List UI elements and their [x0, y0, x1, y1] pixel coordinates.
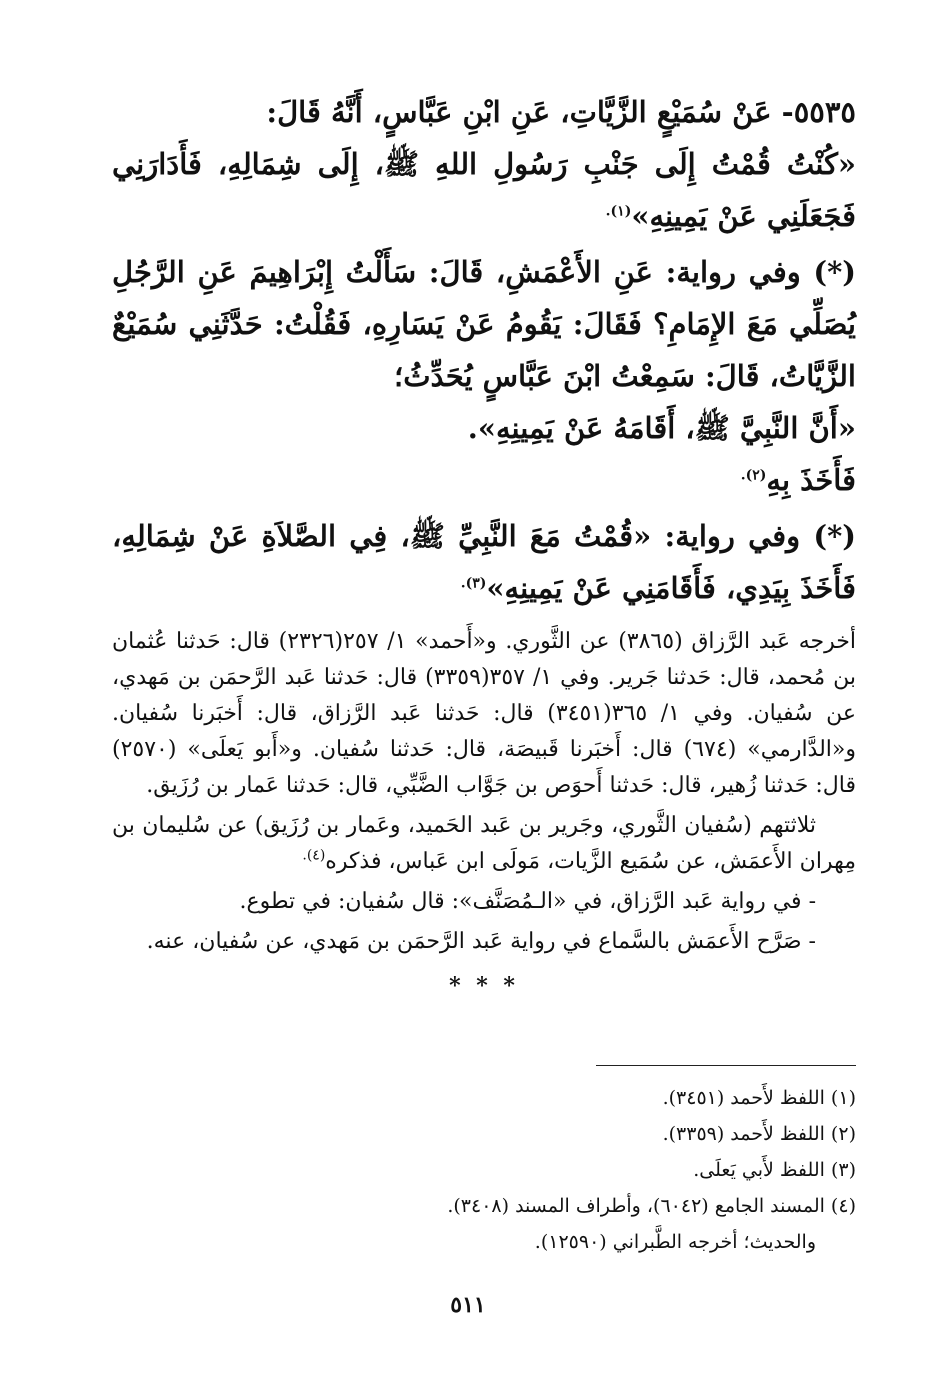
hadith-intro: ٥٥٣٥- عَنْ سُمَيْعٍ الزَّيَّاتِ، عَنِ ابْنِ عَبَّاسٍ، أَنَّهُ قَالَ: — [266, 95, 856, 129]
footnote-4-continuation: والحديث؛ أخرجه الطَّبراني (١٢٥٩٠). — [534, 1231, 816, 1253]
narration-1-text: (*) وفي رواية: عَنِ الأَعْمَشِ، قَالَ: سَأَلْتُ إِبْرَاهِيمَ عَنِ الرَّجُلِ يُصَلِّي مَعَ الإِمَامِ؟ فَقَالَ: يَقُومُ عَنْ يَسَارِهِ، فَقُلْتُ: حَدَّثَنِي سُمَيْعٌ الزَّيَّاتُ، قَالَ: سَمِعْتُ ابْنَ عَبَّاسٍ يُحَدِّثُ؛ — [112, 255, 856, 393]
takhrij-note-1: - في رواية عَبد الرَّزاق، في «الـمُصَنَّف»: قال سُفيان: في تطوع. — [239, 889, 816, 914]
takhrij-paragraph-2 — [112, 808, 856, 880]
footnote-ref-3: (٣). — [460, 575, 487, 592]
narration-2-text: (*) وفي رواية: «قُمْتُ مَعَ النَّبِيِّ ﷺ، فِي الصَّلاَةِ عَنْ شِمَالِهِ، فَأَخَذَ بِيَدِي، فَأَقَامَنِي عَنْ يَمِينِهِ» — [112, 519, 856, 605]
hadith-quote — [112, 138, 856, 242]
footnote-4: (٤) المسند الجامع (٦٠٤٢)، وأطراف المسند (٣٤٠٨). — [447, 1195, 856, 1217]
narration-1-tail-text: فَأَخَذَ بِهِ — [766, 463, 856, 497]
footnote-ref-2: (٢). — [740, 467, 767, 484]
footnotes — [112, 1080, 856, 1260]
section-separator-stars: * * * — [449, 973, 519, 999]
footnote-2: (٢) اللفظ لأَحمد (٣٣٥٩). — [662, 1123, 856, 1145]
footnote-divider — [596, 1065, 856, 1066]
footnote-ref-4: (٤). — [302, 847, 326, 864]
takhrij-note-2: - صَرَّح الأَعمَش بالسَّماع في رواية عَبد الرَّحمَن بن مَهدي، عن سُفيان، عنه. — [146, 929, 816, 954]
footnote-1: (١) اللفظ لأَحمد (٣٤٥١). — [662, 1087, 856, 1109]
takhrij-paragraph-1: أخرجه عَبد الرَّزاق (٣٨٦٥) عن الثَّوري. و«أَحمد» ١/ ٢٥٧(٢٣٢٦) قال: حَدثنا عُثمان بن مُحمد، قال: حَدثنا جَرير. وفي ١/ ٣٥٧(٣٣٥٩) قال: حَدثنا عَبد الرَّحمَن بن مَهدي، عن سُفيان. وفي ١/ ٣٦٥(٣٤٥١) قال: حَدثنا عَبد الرَّزاق، قال: أَخبَرنا سُفيان. و«الدَّارمي» (٦٧٤) قال: أَخبَرنا قَبيصَة، قال: حَدثنا سُفيان. و«أَبو يَعلَى» (٢٥٧٠) قال: حَدثنا زُهير، قال: حَدثنا أَحوَص بن جَوَّاب الضَّبِّي، قال: حَدثنا عَمار بن رُزَيق. — [112, 629, 857, 798]
footnote-3: (٣) اللفظ لأَبي يَعلَى. — [693, 1159, 856, 1181]
hadith-quote-text: «كُنْتُ قُمْتُ إِلَى جَنْبِ رَسُولِ اللهِ ﷺ، إِلَى شِمَالِهِ، فَأَدَارَنِي فَجَعَلَنِي عَنْ يَمِينِهِ» — [112, 147, 856, 233]
narration-1 — [112, 246, 856, 402]
narration-1-quote: «أَنَّ النَّبِيَّ ﷺ، أَقَامَهُ عَنْ يَمِينِهِ». — [467, 411, 856, 445]
takhrij-paragraph-2-text: ثلاثتهم (سُفيان الثَّوري، وجَرير بن عَبد الحَميد، وعَمار بن رُزَيق) عن سُليمان بن مِهران الأَعمَش، عن سُمَيع الزَّيات، مَولَى ابن عَباس، فذكره — [112, 813, 856, 874]
narration-1-tail — [112, 454, 856, 506]
footnote-ref-1: (١). — [605, 203, 632, 220]
takhrij-section — [112, 624, 856, 1004]
narration-2 — [112, 510, 856, 614]
page-body — [112, 86, 856, 1004]
page-number: ٥١١ — [450, 1292, 486, 1318]
